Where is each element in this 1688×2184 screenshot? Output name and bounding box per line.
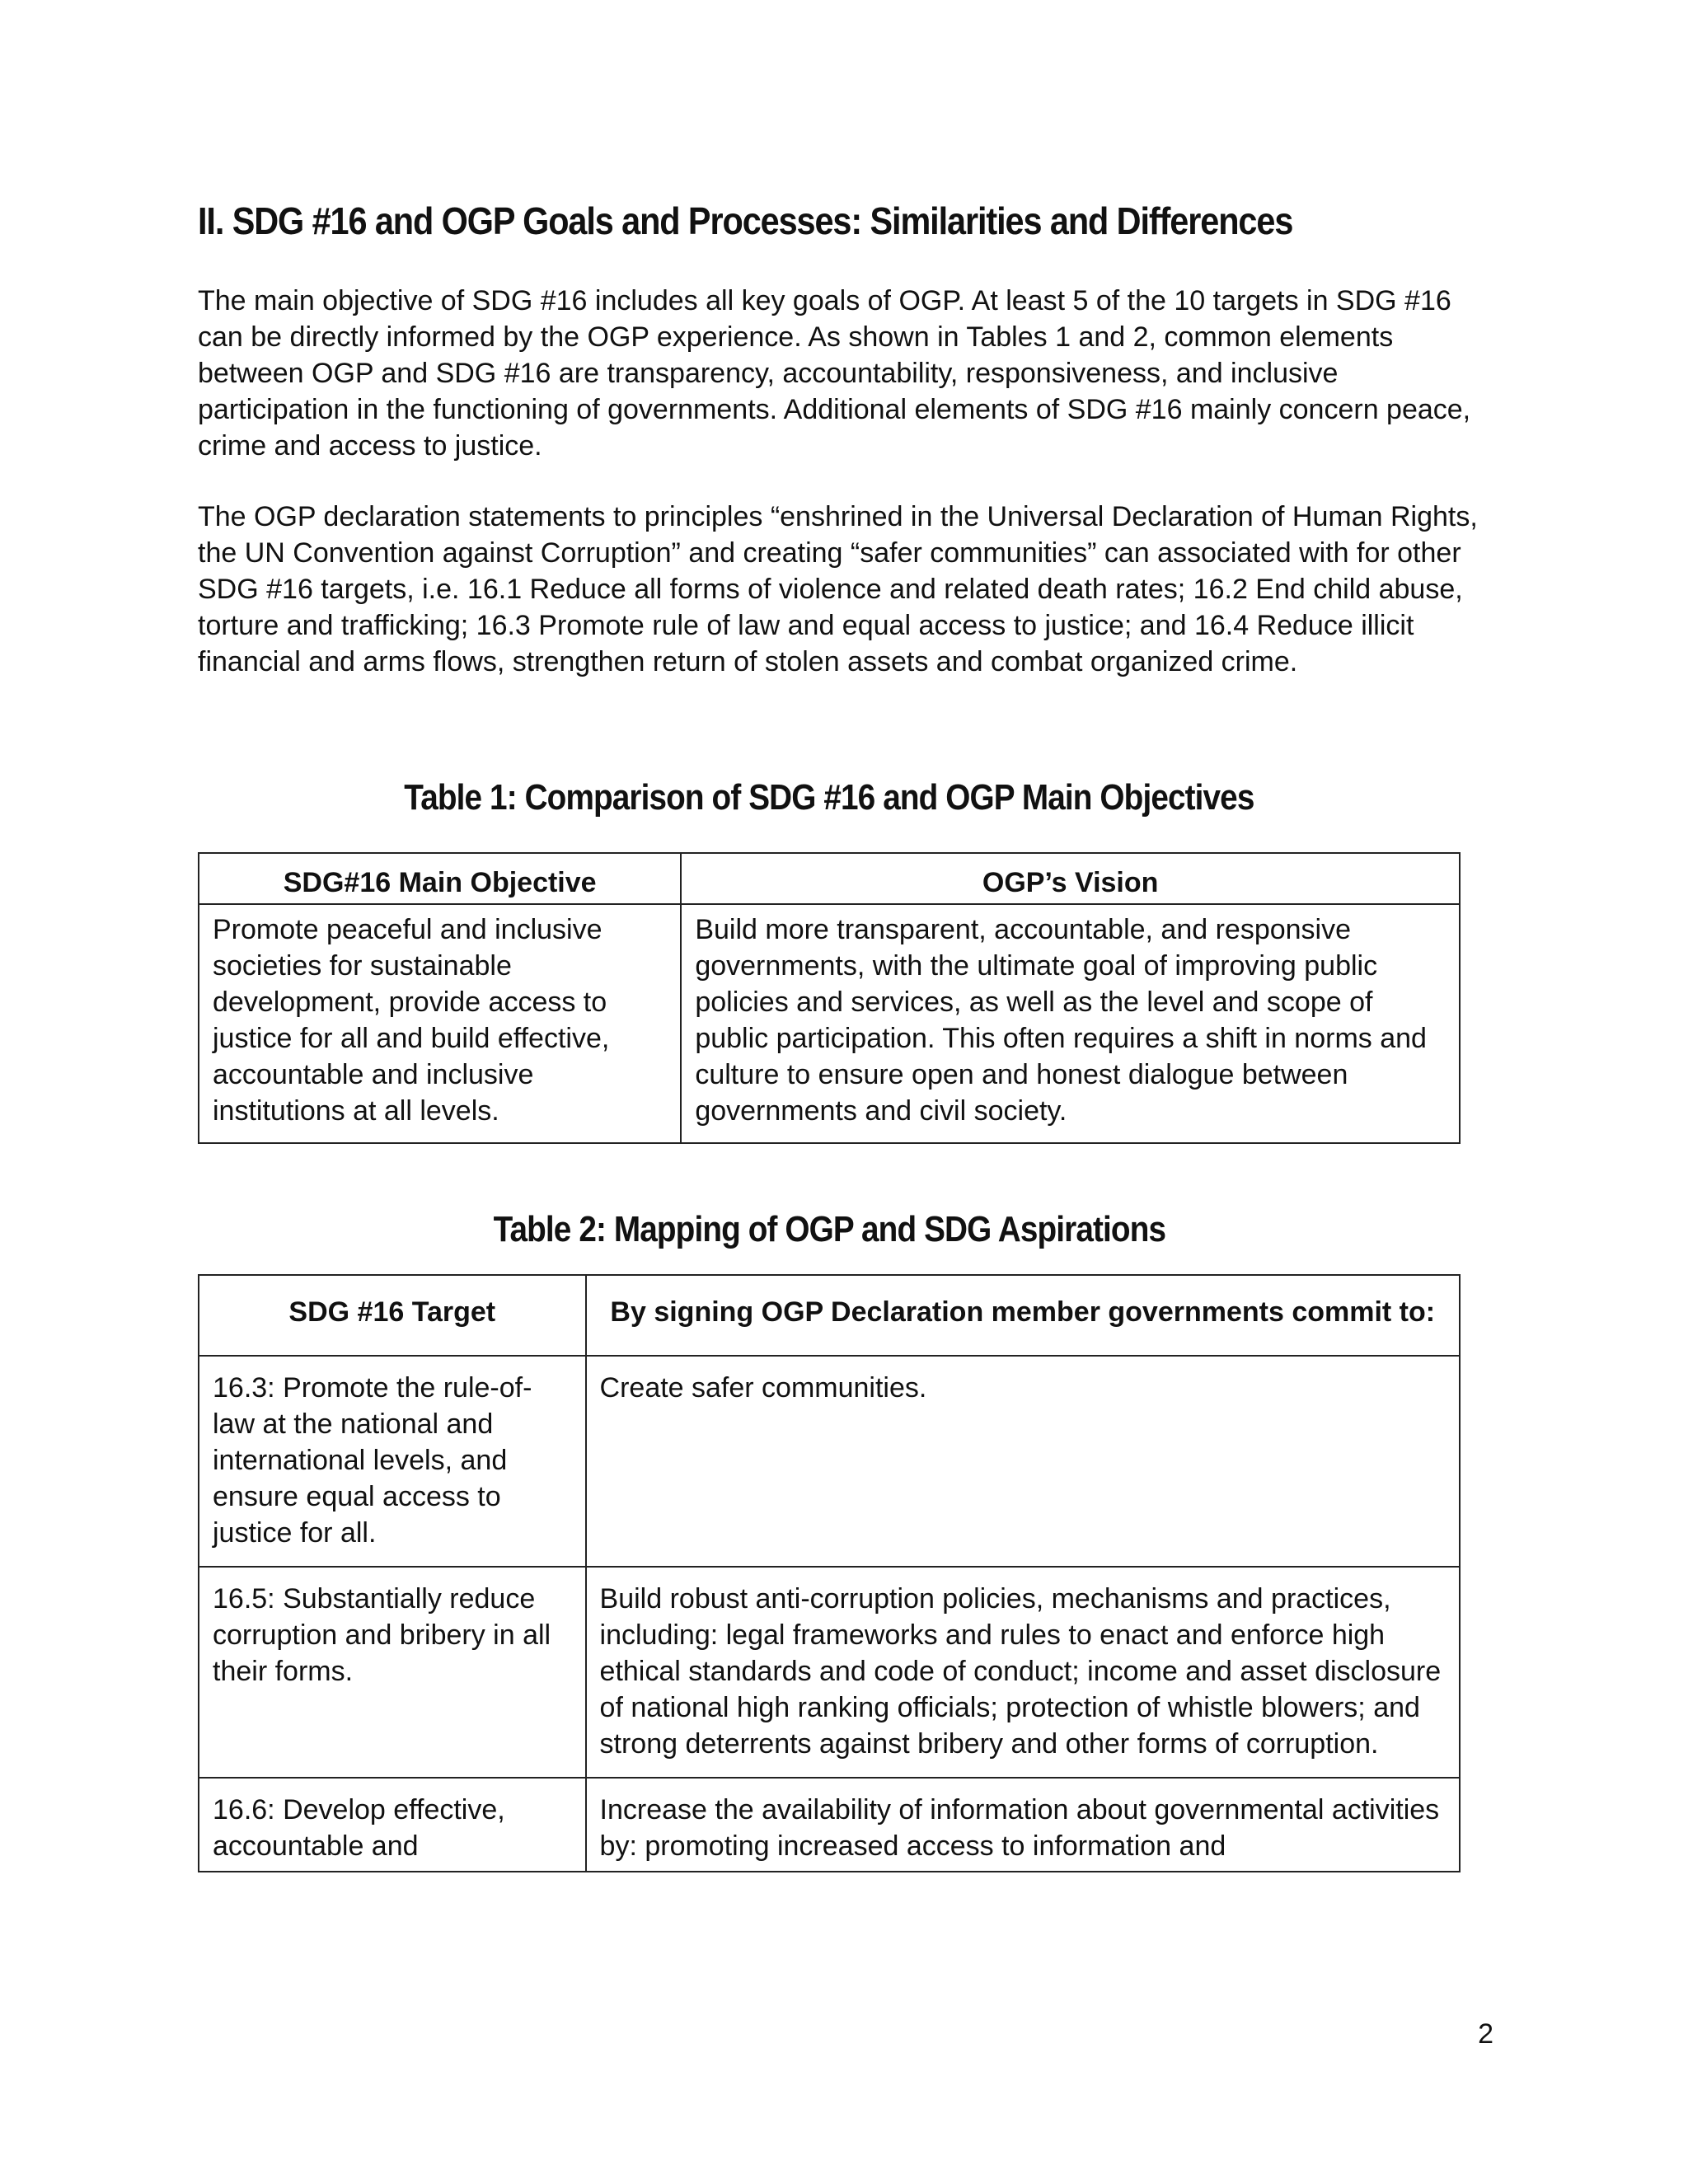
table-header-cell: OGP’s Vision [681,853,1460,904]
table-2-title-text: Table 2: Mapping of OGP and SDG Aspirations [493,1209,1165,1249]
table-cell: 16.6: Develop effective, accountable and [199,1778,586,1872]
body-paragraph: The OGP declaration statements to principles “enshrined in the Universal Declaration of Human Rights, the UN Convention against Corruption” and creating “safer communities” can associated with for other SDG #16 targets, i.e. 16.1 Reduce all forms of violence and related death rates; 16.2 End child abuse, torture and trafficking; 16.3 Promote rule of law and equal access to justice; and 16.4 Reduce illicit financial and arms flows, strengthen return of stolen assets and combat organized crime. [198,501,1478,677]
table-cell: 16.5: Substantially reduce corruption and bribery in all their forms. [199,1567,586,1778]
table-header-cell: By signing OGP Declaration member governments commit to: [586,1275,1460,1356]
table-cell: Increase the availability of information about governmental activities by: promoting increased access to information and [586,1778,1460,1872]
table-2-title [198,1207,1461,1253]
body-paragraph: The main objective of SDG #16 includes all key goals of OGP. At least 5 of the 10 targets in SDG #16 can be directly informed by the OGP experience. As shown in Tables 1 and 2, common elements between OGP and SDG #16 are transparency, accountability, responsiveness, and inclusive participation in the functioning of governments. Additional elements of SDG #16 mainly concern peace, crime and access to justice. [198,285,1471,462]
table-cell: 16.3: Promote the rule-of-law at the national and international levels, and ensure equal access to justice for all. [199,1356,586,1567]
table-row [199,1778,1460,1872]
table-header-row [199,853,1460,904]
table-cell: Promote peaceful and inclusive societies for sustainable development, provide access to justice for all and build effective, accountable and inclusive institutions at all levels. [199,904,681,1143]
table-header-cell: SDG #16 Target [199,1275,586,1356]
table-header-cell: SDG#16 Main Objective [199,853,681,904]
table-2 [198,1274,1461,1872]
table-row [199,1356,1460,1567]
section-heading: II. SDG #16 and OGP Goals and Processes: Similarities and Differences [198,199,1293,242]
table-row [199,904,1460,1143]
table-row [199,1567,1460,1778]
table-cell: Create safer communities. [586,1356,1460,1567]
table-cell: Build robust anti-corruption policies, mechanisms and practices, including: legal frameworks and rules to enact and enforce high ethical standards and code of conduct; income and asset disclosure of national high ranking officials; protection of whistle blowers; and strong deterrents against bribery and other forms of corruption. [586,1567,1460,1778]
table-1-title [198,775,1461,821]
page-number: 2 [1478,2018,1493,2050]
table-1-title-text: Table 1: Comparison of SDG #16 and OGP Main Objectives [404,777,1254,818]
table-1 [198,852,1461,1144]
table-cell: Build more transparent, accountable, and responsive governments, with the ultimate goal of improving public policies and services, as well as the level and scope of public participation. This often requires a shift in norms and culture to ensure open and honest dialogue between governments and civil society. [681,904,1460,1143]
table-header-row [199,1275,1460,1356]
